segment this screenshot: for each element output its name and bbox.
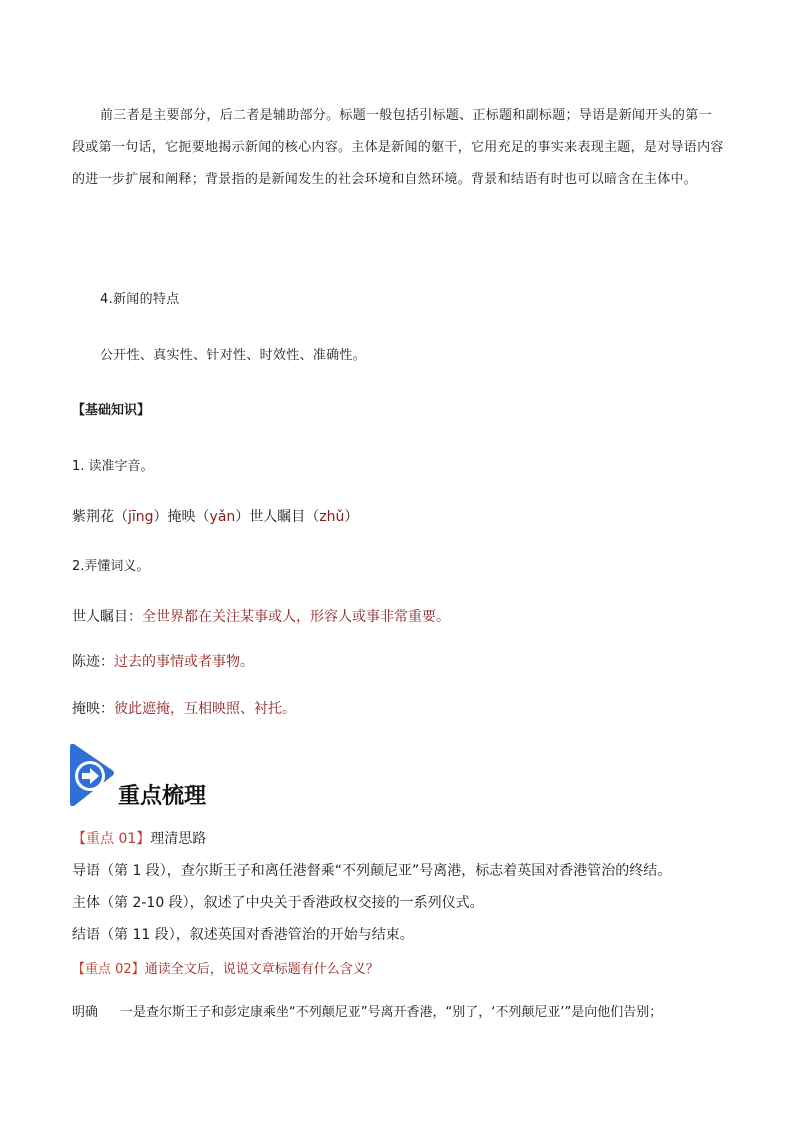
pronunciation-word-1: 紫荆花（ [72, 509, 128, 525]
key1-line: 导语（第 1 段），查尔斯王子和离任港督乘“不列颠尼亚”号离港，标志着英国对香港管治的终结。 [72, 863, 672, 879]
key1-header [72, 829, 206, 849]
pronunciation-word-2: ）掩映（ [153, 509, 210, 525]
definition-row [72, 607, 450, 627]
pinyin-yan: yǎn [209, 509, 236, 525]
definition-term: 陈迹： [72, 654, 114, 670]
pronunciation-word-3: ）世人瞩目（ [235, 509, 320, 525]
definition-meaning: 全世界都在关注某事或人，形容人或事非常重要。 [142, 609, 450, 625]
key1-label: 【重点 01】 [72, 831, 151, 847]
arrow-right-icon [70, 744, 116, 806]
key2-header [72, 960, 379, 980]
key2-label: 【重点 02】 [72, 962, 145, 977]
definition-meaning: 彼此遮掩，互相映照、衬托。 [114, 701, 296, 717]
key2-answer-row [72, 1003, 732, 1023]
key2-answer: 一是查尔斯王子和彭定康乘坐“不列颠尼亚”号离开香港，“别了，‘不列颠尼亚’”是向他们告别； [120, 1005, 663, 1020]
definition-term: 世人瞩目： [72, 609, 142, 625]
definition-term: 掩映： [72, 701, 114, 717]
pinyin-jing: jīng [128, 509, 154, 525]
key2-question: 通读全文后，说说文章标题有什么含义？ [144, 962, 379, 977]
definition-row [72, 699, 296, 719]
basics-heading: 【基础知识】 [72, 403, 151, 418]
features-text: 公开性、真实性、针对性、时效性、准确性。 [100, 348, 367, 363]
pronunciation-line [72, 507, 358, 527]
basics-item2-title: 2.弄懂词义。 [72, 559, 150, 574]
section-title: 重点梳理 [118, 784, 207, 809]
key1-line: 结语（第 11 段），叙述英国对香港管治的开始与结束。 [72, 927, 414, 943]
pronunciation-word-4: ） [344, 509, 359, 525]
pinyin-zhu: zhǔ [319, 509, 345, 525]
key1-title: 理清思路 [150, 831, 207, 847]
intro-paragraph: 前三者是主要部分，后二者是辅助部分。标题一般包括引标题、正标题和副标题；导语是新闻开头的第一段或第一句话，它扼要地揭示新闻的核心内容。主体是新闻的躯干，它用充足的事实来表现主题，是对导语内容的进一步扩展和阐释；背景指的是新闻发生的社会环境和自然环境。背景和结语有时也可以暗含在主体中。 [72, 108, 724, 187]
key2-answer-label: 明确 [72, 1005, 99, 1020]
basics-item1-title: 1. 读准字音。 [72, 459, 154, 474]
features-heading: 4.新闻的特点 [100, 292, 180, 307]
key1-line: 主体（第 2-10 段），叙述了中央关于香港政权交接的一系列仪式。 [72, 895, 484, 911]
definition-meaning: 过去的事情或者事物。 [114, 654, 254, 670]
definition-row [72, 652, 254, 672]
